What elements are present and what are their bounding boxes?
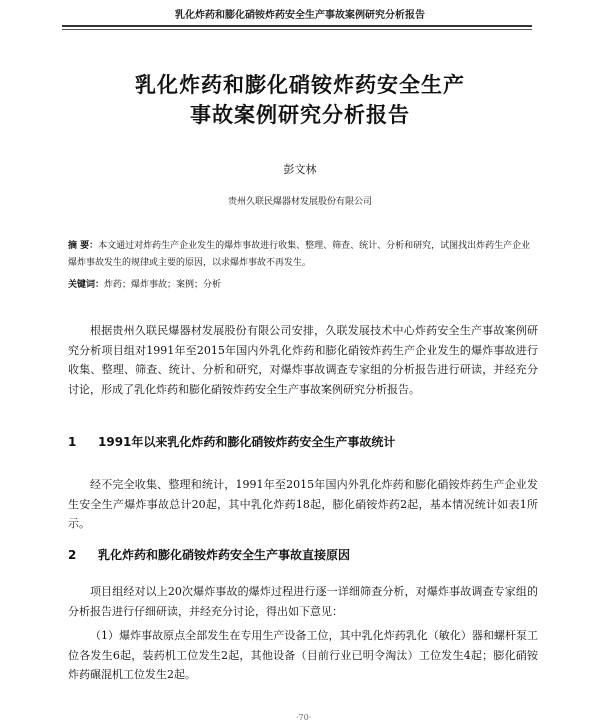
page-number: ·70· [296, 713, 312, 722]
keywords [68, 277, 538, 290]
section-title: 乳化炸药和膨化硝铵炸药安全生产事故直接原因 [98, 548, 351, 562]
title-line-1: 乳化炸药和膨化硝铵炸药安全生产 [135, 73, 465, 97]
paper-title [0, 70, 600, 130]
abstract-text: 本文通过对炸药生产企业发生的爆炸事故进行收集、整理、筛查、统计、分析和研究，试图找出炸药生产企业爆炸事故发生的规律或主要的原因，以求爆炸事故不再发生。 [68, 241, 531, 268]
keywords-label: 关键词： [68, 280, 105, 290]
section-number: 2 [68, 548, 77, 562]
section-heading-1 [68, 433, 395, 450]
abstract-label: 摘 要： [68, 241, 99, 251]
section-title: 1991年以来乳化炸药和膨化硝铵炸药安全生产事故统计 [98, 435, 396, 449]
running-head: 乳化炸药和膨化硝铵炸药安全生产事故案例研究分析报告 [175, 10, 425, 21]
stats-paragraph: 经不完全收集、整理和统计，1991年至2015年国内外乳化炸药和膨化硝铵炸药生产企业发生安全生产爆炸事故总计20起，其中乳化炸药18起，膨化硝铵炸药2起，基本情况统计如表1所示。 [68, 478, 538, 530]
header-rule-thin [62, 29, 532, 30]
author: 彭文林 [283, 163, 317, 176]
cause-intro-paragraph: 项目组经对以上20次爆炸事故的爆炸过程进行逐一详细筛查分析，对爆炸事故调查专家组的分析报告进行仔细研读，并经充分讨论，得出如下意见： [68, 585, 538, 618]
title-line-2: 事故案例研究分析报告 [190, 103, 410, 127]
intro-paragraph: 根据贵州久联民爆器材发展股份有限公司安排，久联发展技术中心炸药安全生产事故案例研究分析项目组对1991年至2015年国内外乳化炸药和膨化硝铵炸药生产企业发生的爆炸事故进行收集、整理、筛查、统计、分析和研究，对爆炸事故调查专家组的分析报告进行研读，并经充分讨论，形成了乳化炸药和膨化硝铵炸药安全生产事故案例研究分析报告。 [68, 324, 538, 396]
section-number: 1 [68, 435, 77, 449]
header-rule [62, 25, 532, 27]
abstract [68, 238, 538, 272]
keywords-text: 炸药；爆炸事故；案例；分析 [104, 280, 222, 290]
affiliation: 贵州久联民爆器材发展股份有限公司 [227, 197, 372, 207]
section-heading-2 [68, 546, 350, 563]
cause-item-1: （1）爆炸事故原点全部发生在专用生产设备工位，其中乳化炸药乳化（敏化）器和螺杆泵工位各发生6起，装药机工位发生2起，其他设备（目前行业已明令淘汰）工位发生4起；膨化硝铵炸药碾混机工位发生2起。 [68, 629, 538, 681]
